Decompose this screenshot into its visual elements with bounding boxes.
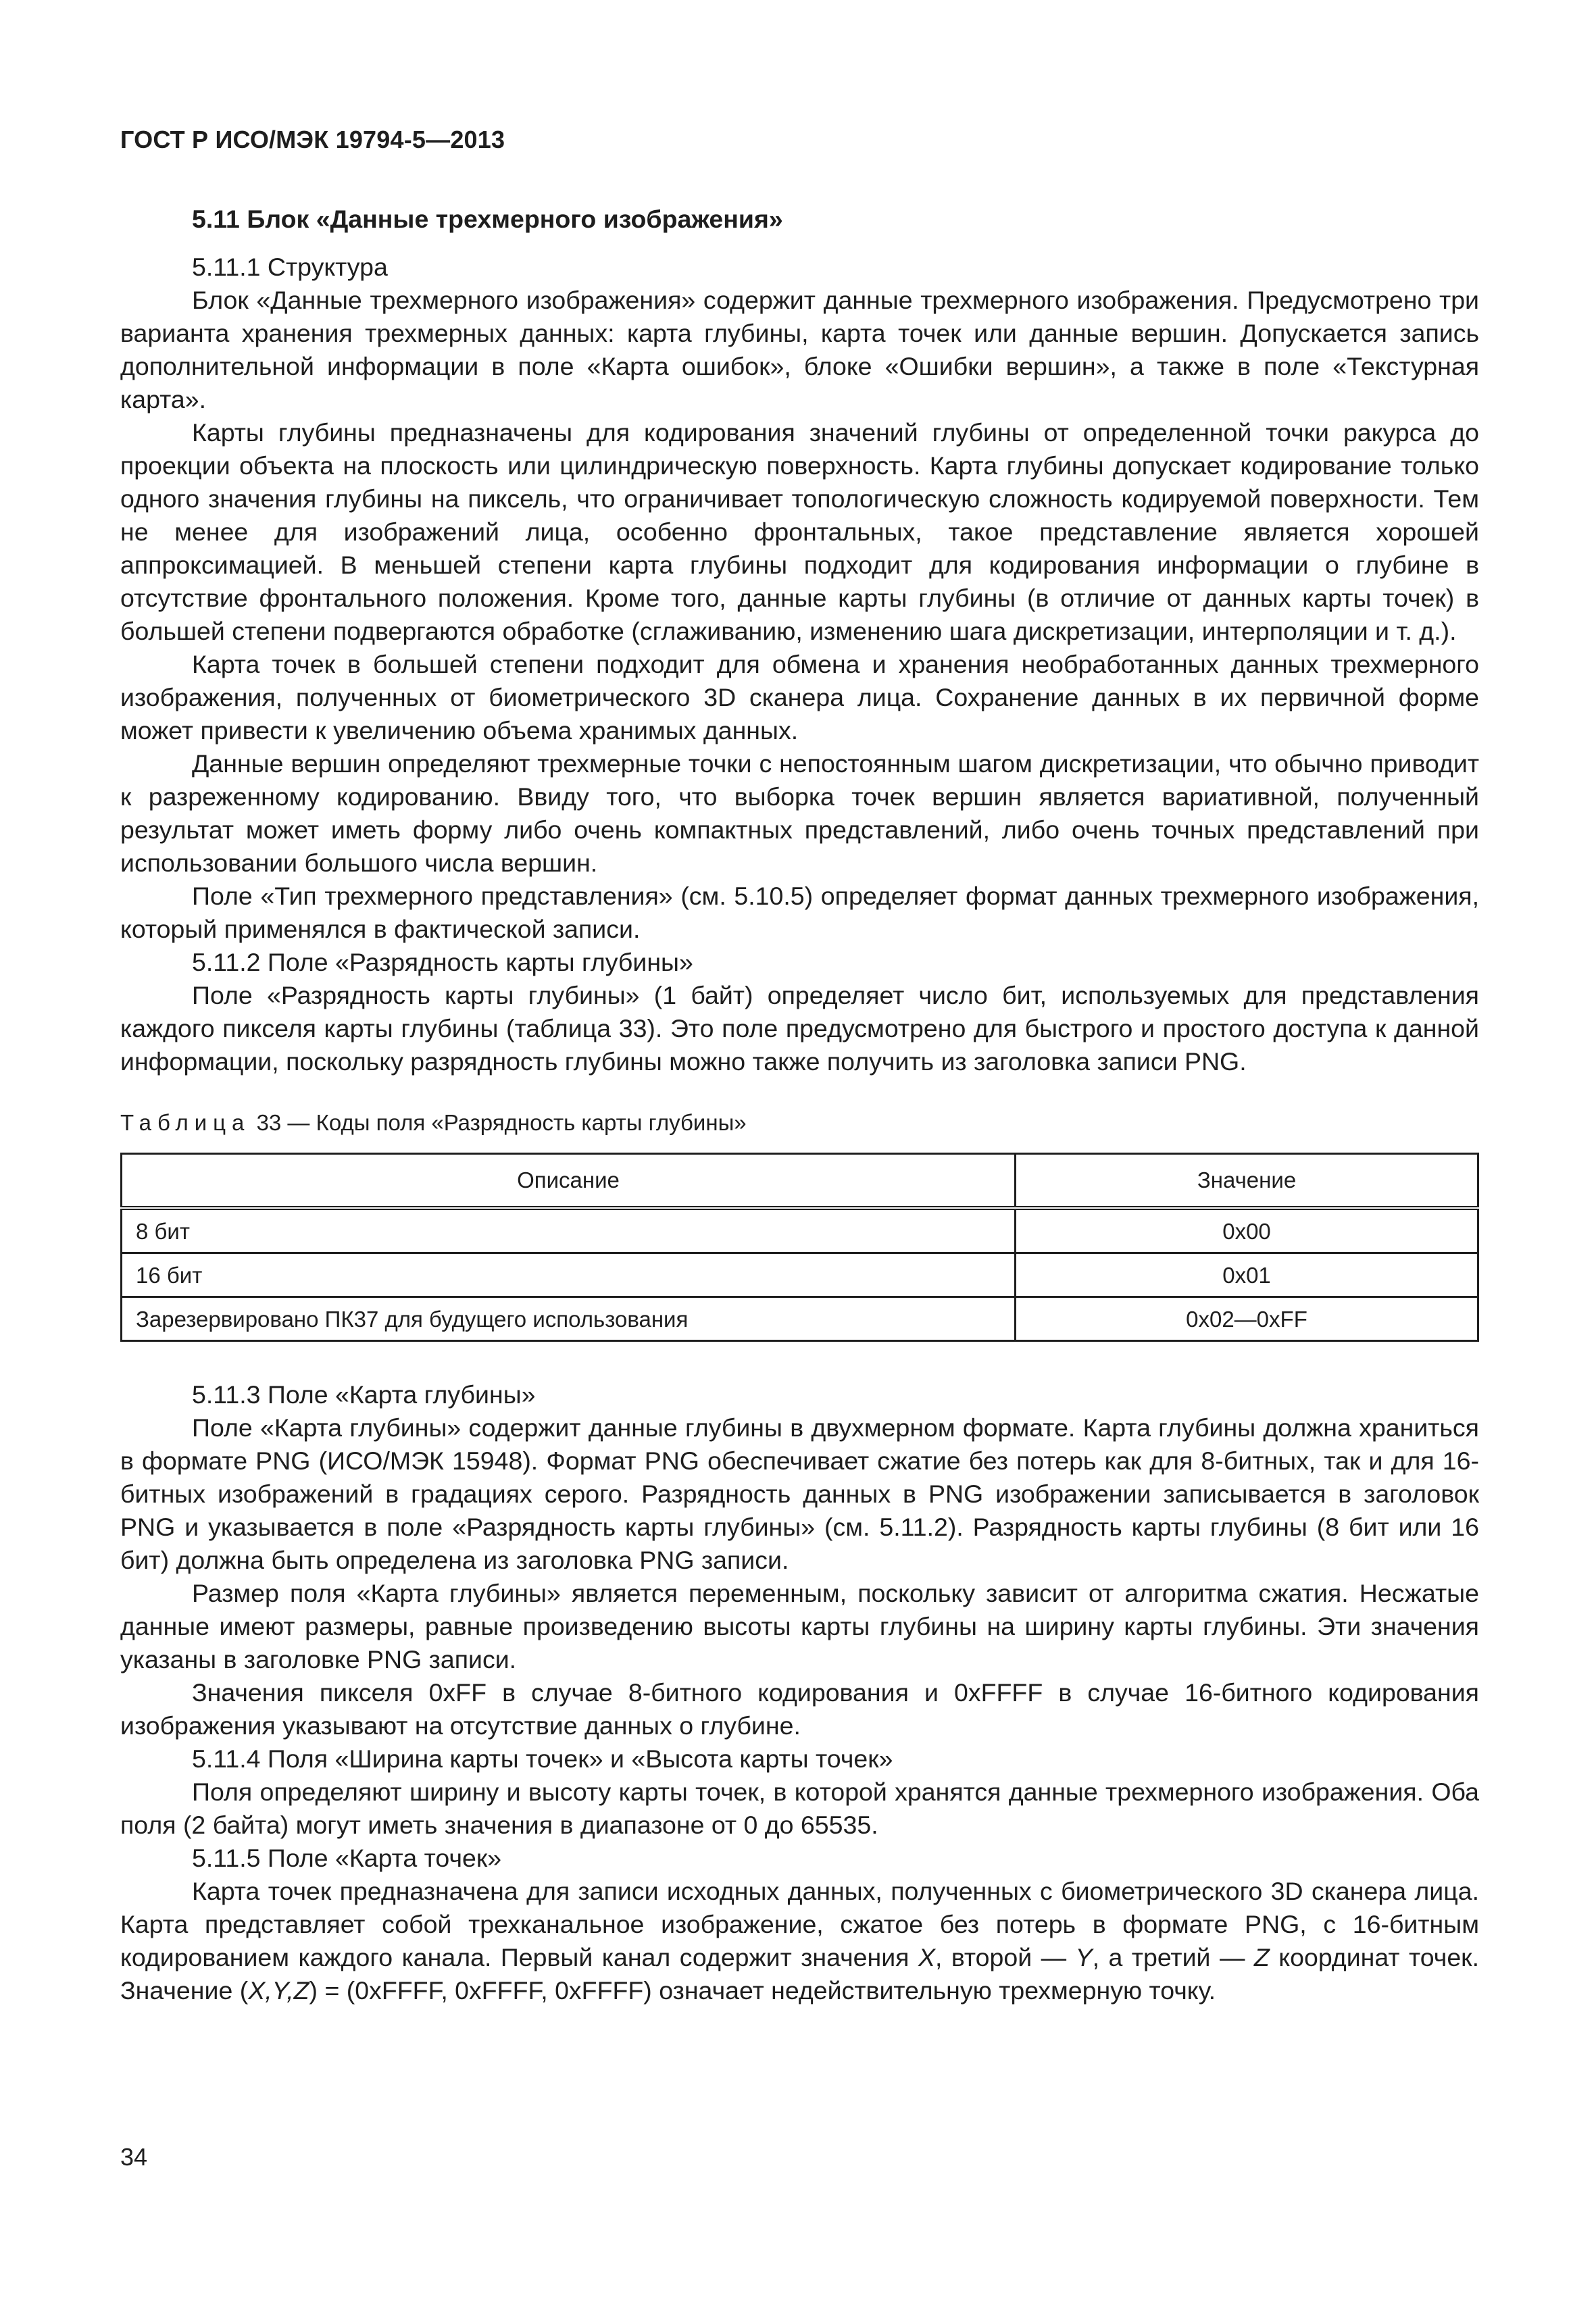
paragraph: Значения пикселя 0xFF в случае 8-битного кодирования и 0xFFFF в случае 16-битного кодирования изображения указывают на отсутствие данных о глубине. — [120, 1678, 1479, 1740]
subsection-heading-5-11-4: 5.11.4 Поля «Ширина карты точек» и «Высота карты точек» — [192, 1744, 893, 1773]
paragraph: Поле «Разрядность карты глубины» (1 байт) определяет число бит, используемых для представления каждого пикселя карты глубины (таблица 33). Это поле предусмотрено для быстрого и простого доступа к данной информации, поскольку разрядность глубины можно также получить из заголовка записи PNG. — [120, 981, 1479, 1076]
paragraph: Данные вершин определяют трехмерные точки с непостоянным шагом дискретизации, что обычно приводит к разреженному кодированию. Ввиду того, что выборка точек вершин является вариативной, полученный результат может иметь форму либо очень компактных представлений, либо очень точных представлений при использовании большого числа вершин. — [120, 749, 1479, 877]
table-cell-value: 0x01 — [1016, 1253, 1478, 1297]
table-cell-description: 8 бит — [122, 1208, 1016, 1253]
paragraph: Поле «Карта глубины» содержит данные глубины в двухмерном формате. Карта глубины должна храниться в формате PNG (ИСО/МЭК 15948). Формат PNG обеспечивает сжатие без потерь как для 8-битных, так и для 16-битных изображений в градациях серого. Разрядность данных в PNG изображении записывается в заголовок PNG и указывается в поле «Разрядность карты глубины» (см. 5.11.2). Разрядность карты глубины (8 бит или 16 бит) должна быть определена из заголовка PNG записи. — [120, 1413, 1479, 1574]
page-number: 34 — [120, 2143, 148, 2171]
paragraph: Поля определяют ширину и высоту карты точек, в которой хранятся данные трехмерного изображения. Оба поля (2 байта) могут иметь значения в диапазоне от 0 до 65535. — [120, 1778, 1479, 1839]
table-caption — [120, 1108, 1479, 1138]
italic-xyz: X,Y,Z — [248, 1976, 309, 2005]
table-row — [122, 1208, 1478, 1253]
subsection-heading-5-11-3: 5.11.3 Поле «Карта глубины» — [192, 1380, 536, 1409]
column-header-value: Значение — [1016, 1154, 1478, 1209]
text-run: ) = (0xFFFF, 0xFFFF, 0xFFFF) означает недействительную трехмерную точку. — [309, 1976, 1216, 2005]
paragraph — [120, 1875, 1479, 2007]
paragraph: Поле «Тип трехмерного представления» (см. 5.10.5) определяет формат данных трехмерного изображения, который применялся в фактической записи. — [120, 882, 1479, 943]
page-content — [120, 203, 1479, 2007]
italic-y: Y — [1075, 1943, 1093, 1971]
subsection-heading-5-11-5: 5.11.5 Поле «Карта точек» — [192, 1844, 502, 1872]
text-run: координат точек. Значение ( — [120, 1943, 1480, 2005]
table-caption-text: 33 — Коды поля «Разрядность карты глубины» — [256, 1110, 747, 1135]
subsection-heading-5-11-1: 5.11.1 Структура — [192, 253, 388, 281]
table-caption-label: Таблица — [120, 1110, 251, 1135]
paragraph: Размер поля «Карта глубины» является переменным, поскольку зависит от алгоритма сжатия. Несжатые данные имеют размеры, равные произведению высоты карты глубины на ширину карты глубины. Эти значения указаны в заголовке PNG записи. — [120, 1579, 1479, 1674]
paragraph: Карты глубины предназначены для кодирования значений глубины от определенной точки ракурса до проекции объекта на плоскость или цилиндрическую поверхность. Карта глубины допускает кодирование только одного значения глубины на пиксель, что ограничивает топологическую сложность кодируемой поверхности. Тем не менее для изображений лица, особенно фронтальных, такое представление является хорошей аппроксимацией. В меньшей степени карта глубины подходит для кодирования информации о глубине в отсутствие фронтального положения. Кроме того, данные карты глубины (в отличие от данных карты точек) в большей степени подвергаются обработке (сглаживанию, изменению шага дискретизации, интерполяции и т. д.). — [120, 418, 1479, 645]
table-cell-value: 0x00 — [1016, 1208, 1478, 1253]
column-header-description: Описание — [122, 1154, 1016, 1209]
table-row — [122, 1253, 1478, 1297]
italic-x: X — [918, 1943, 935, 1971]
depth-bit-codes-table — [120, 1153, 1479, 1342]
subsection-heading-5-11-2: 5.11.2 Поле «Разрядность карты глубины» — [192, 948, 693, 976]
table-cell-value: 0x02—0xFF — [1016, 1297, 1478, 1341]
text-run: Карта точек предназначена для записи исходных данных, полученных с биометрического 3D сканера лица. Карта представляет собой трехканальное изображение, сжатое без потерь в формате PNG, с 16-битным кодированием каждого канала. Первый канал содержит значения — [120, 1877, 1479, 1971]
after-table-block — [120, 1378, 1479, 2007]
table-row — [122, 1297, 1478, 1341]
table-cell-description: 16 бит — [122, 1253, 1016, 1297]
italic-z: Z — [1253, 1943, 1270, 1971]
paragraph: Блок «Данные трехмерного изображения» содержит данные трехмерного изображения. Предусмотрено три варианта хранения трехмерных данных: карта глубины, карта точек или данные вершин. Допускается запись дополнительной информации в поле «Карта ошибок», блоке «Ошибки вершин», а также в поле «Текстурная карта». — [120, 286, 1479, 413]
table-cell-description: Зарезервировано ПК37 для будущего использования — [122, 1297, 1016, 1341]
paragraph: Карта точек в большей степени подходит для обмена и хранения необработанных данных трехмерного изображения, полученных от биометрического 3D сканера лица. Сохранение данных в их первичной форме может привести к увеличению объема хранимых данных. — [120, 650, 1479, 745]
standard-header: ГОСТ Р ИСО/МЭК 19794-5—2013 — [120, 126, 505, 153]
section-title: 5.11 Блок «Данные трехмерного изображения» — [192, 205, 783, 233]
text-run: , а третий — — [1092, 1943, 1254, 1971]
table-header-row — [122, 1154, 1478, 1209]
text-run: , второй — — [934, 1943, 1076, 1971]
